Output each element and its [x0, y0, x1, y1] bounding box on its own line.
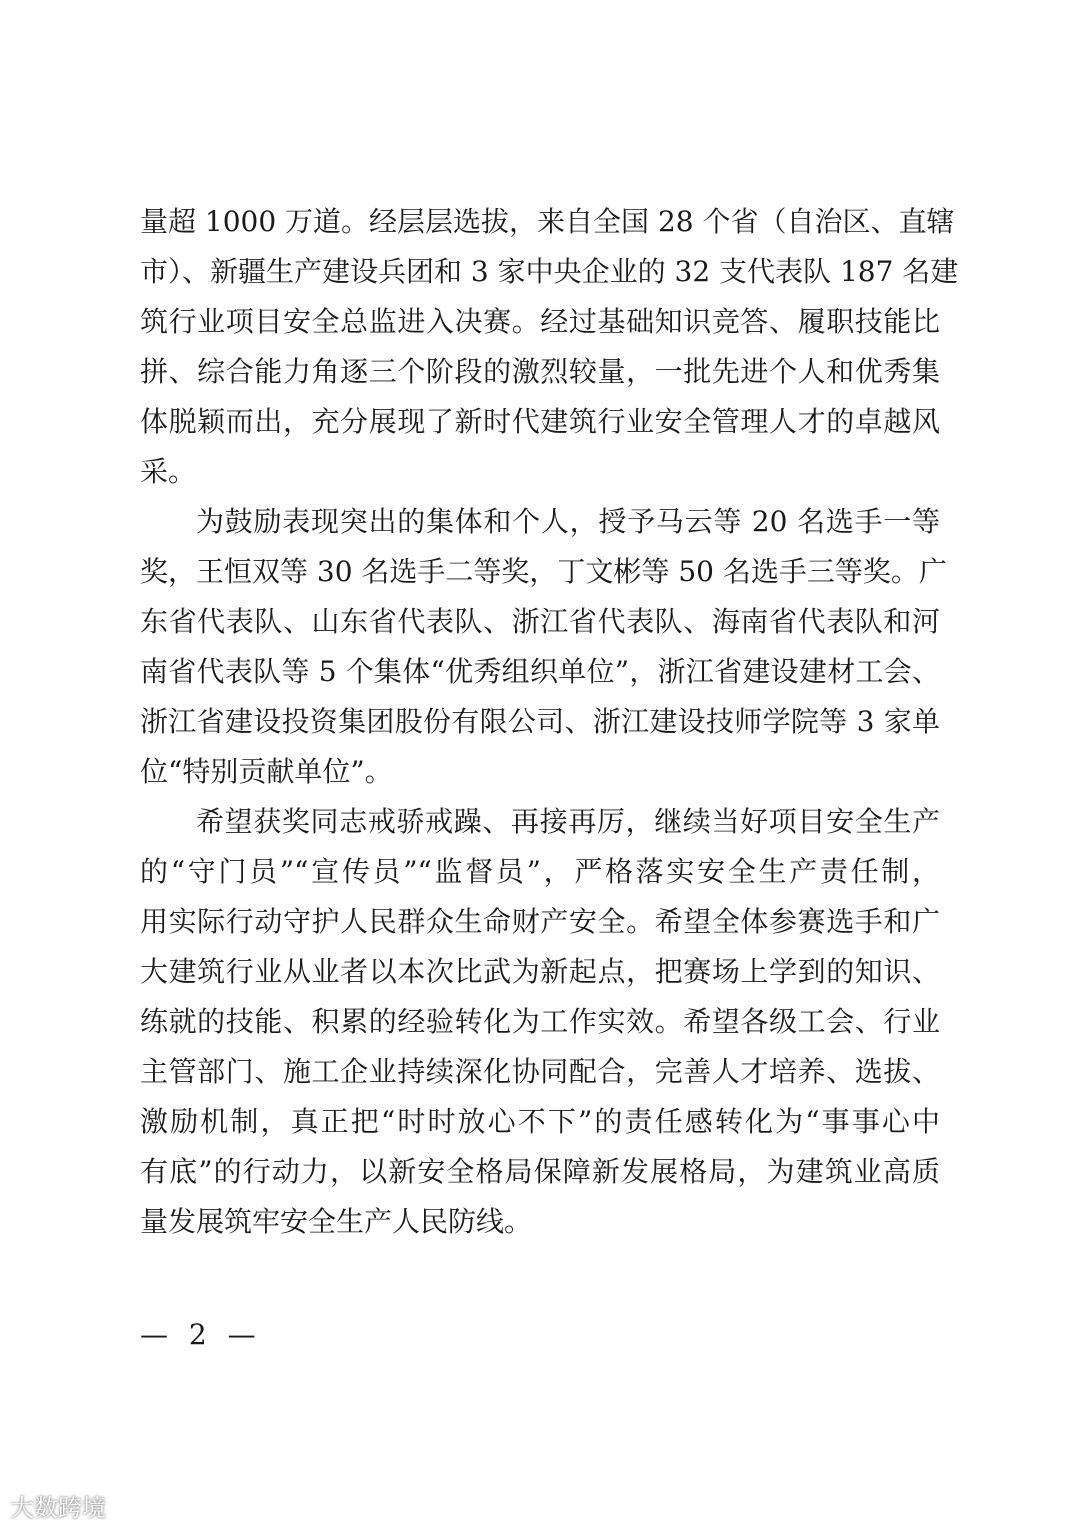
- text-line: 用实际行动守护人民群众生命财产安全。希望全体参赛选手和广: [140, 905, 940, 938]
- text-line: 为鼓励表现突出的集体和个人，授予马云等 20 名选手一等: [196, 505, 940, 538]
- text-line: 拼、综合能力角逐三个阶段的激烈较量，一批先进个人和优秀集: [140, 355, 940, 388]
- watermark-logo: 大数跨境: [10, 1494, 106, 1522]
- text-line: 量发展筑牢安全生产人民防线。: [140, 1205, 533, 1238]
- text-line: 练就的技能、积累的经验转化为工作实效。希望各级工会、行业: [140, 1005, 940, 1038]
- text-line: 量超 1000 万道。经层层选拔，来自全国 28 个省（自治区、直辖: [140, 205, 955, 238]
- text-line: 浙江省建设投资集团股份有限公司、浙江建设技师学院等 3 家单: [140, 705, 940, 738]
- text-line: 希望获奖同志戒骄戒躁、再接再厉，继续当好项目安全生产: [196, 805, 940, 838]
- text-line: 体脱颖而出，充分展现了新时代建筑行业安全管理人才的卓越风: [140, 405, 940, 438]
- text-line: 主管部门、施工企业持续深化协同配合，完善人才培养、选拔、: [140, 1055, 940, 1088]
- text-line: 有底”的行动力，以新安全格局保障新发展格局，为建筑业高质: [140, 1155, 940, 1188]
- text-line: 的“守门员”“宣传员”“监督员”，严格落实安全生产责任制，: [140, 855, 940, 888]
- text-line: 筑行业项目安全总监进入决赛。经过基础知识竞答、履职技能比: [140, 305, 940, 338]
- text-line: 位“特别贡献单位”。: [140, 755, 393, 788]
- text-line: 大建筑行业从业者以本次比武为新起点，把赛场上学到的知识、: [140, 955, 940, 988]
- page-number: — 2 —: [140, 1318, 262, 1351]
- text-line: 东省代表队、山东省代表队、浙江省代表队、海南省代表队和河: [140, 605, 940, 638]
- text-line: 奖，王恒双等 30 名选手二等奖，丁文彬等 50 名选手三等奖。广: [140, 555, 947, 588]
- text-line: 南省代表队等 5 个集体“优秀组织单位”，浙江省建设建材工会、: [140, 655, 940, 688]
- text-line: 市）、新疆生产建设兵团和 3 家中央企业的 32 支代表队 187 名建: [140, 255, 959, 288]
- text-line: 激励机制，真正把“时时放心不下”的责任感转化为“事事心中: [140, 1105, 940, 1138]
- text-line: 采。: [140, 455, 197, 488]
